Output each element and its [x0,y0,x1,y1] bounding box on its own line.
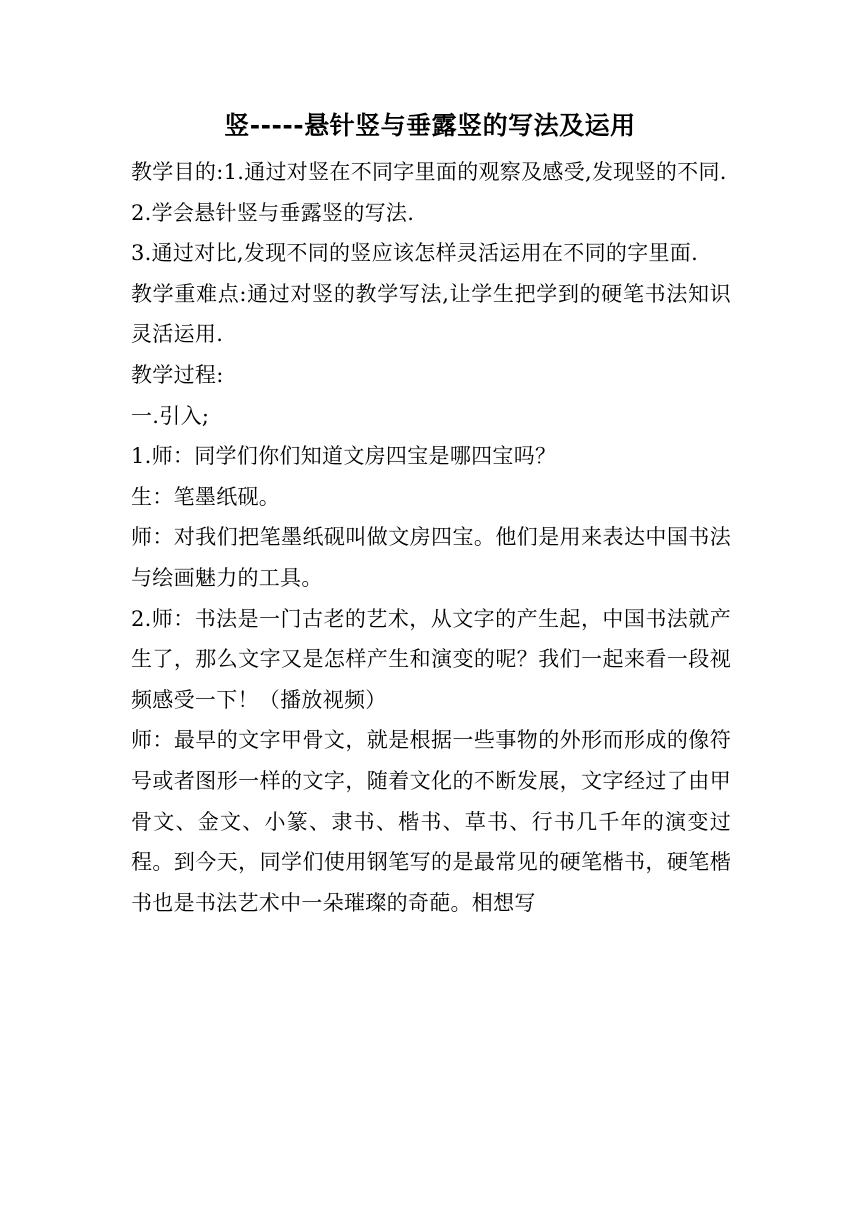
paragraph-objective-3: 3.通过对比,发现不同的竖应该怎样灵活运用在不同的字里面. [131,241,699,266]
paragraph-teacher-explanation: 师：对我们把笔墨纸砚叫做文房四宝。他们是用来表达中国书法与绘画魅力的工具。 [131,525,731,590]
paragraph-script-evolution: 师：最早的文字甲骨文，就是根据一些事物的外形而形成的像符号或者图形一样的文字，随着文化的不断发展，文字经过了由甲骨文、金文、小篆、隶书、楷书、草书、行书几千年的演变过程。到今天，同学们使用钢笔写的是最常见的硬笔楷书，硬笔楷书也是书法艺术中一朵璀璨的奇葩。相想写 [131,728,731,915]
document-title: 竖-----悬针竖与垂露竖的写法及运用 [224,111,636,140]
paragraph-student-answer: 生：笔墨纸砚。 [131,484,281,509]
paragraph-teacher-question: 1.师：同学们你们知道文房四宝是哪四宝吗？ [131,444,557,469]
paragraph-section-introduction: 一.引入; [131,403,210,428]
paragraph-key-difficulties: 教学重难点:通过对竖的教学写法,让学生把学到的硬笔书法知识灵活运用. [131,281,731,347]
paragraph-objective-2: 2.学会悬针竖与垂露竖的写法. [131,200,415,225]
paragraph-teaching-objective: 教学目的:1.通过对竖在不同字里面的观察及感受,发现竖的不同. [131,160,727,184]
paragraph-calligraphy-origin: 2.师：书法是一门古老的艺术，从文字的产生起，中国书法就产生了，那么文字又是怎样产生和演变的呢？我们一起来看一段视频感受一下！（播放视频） [131,606,731,712]
document-body [131,152,731,923]
paragraph-teaching-process: 教学过程: [131,362,224,387]
